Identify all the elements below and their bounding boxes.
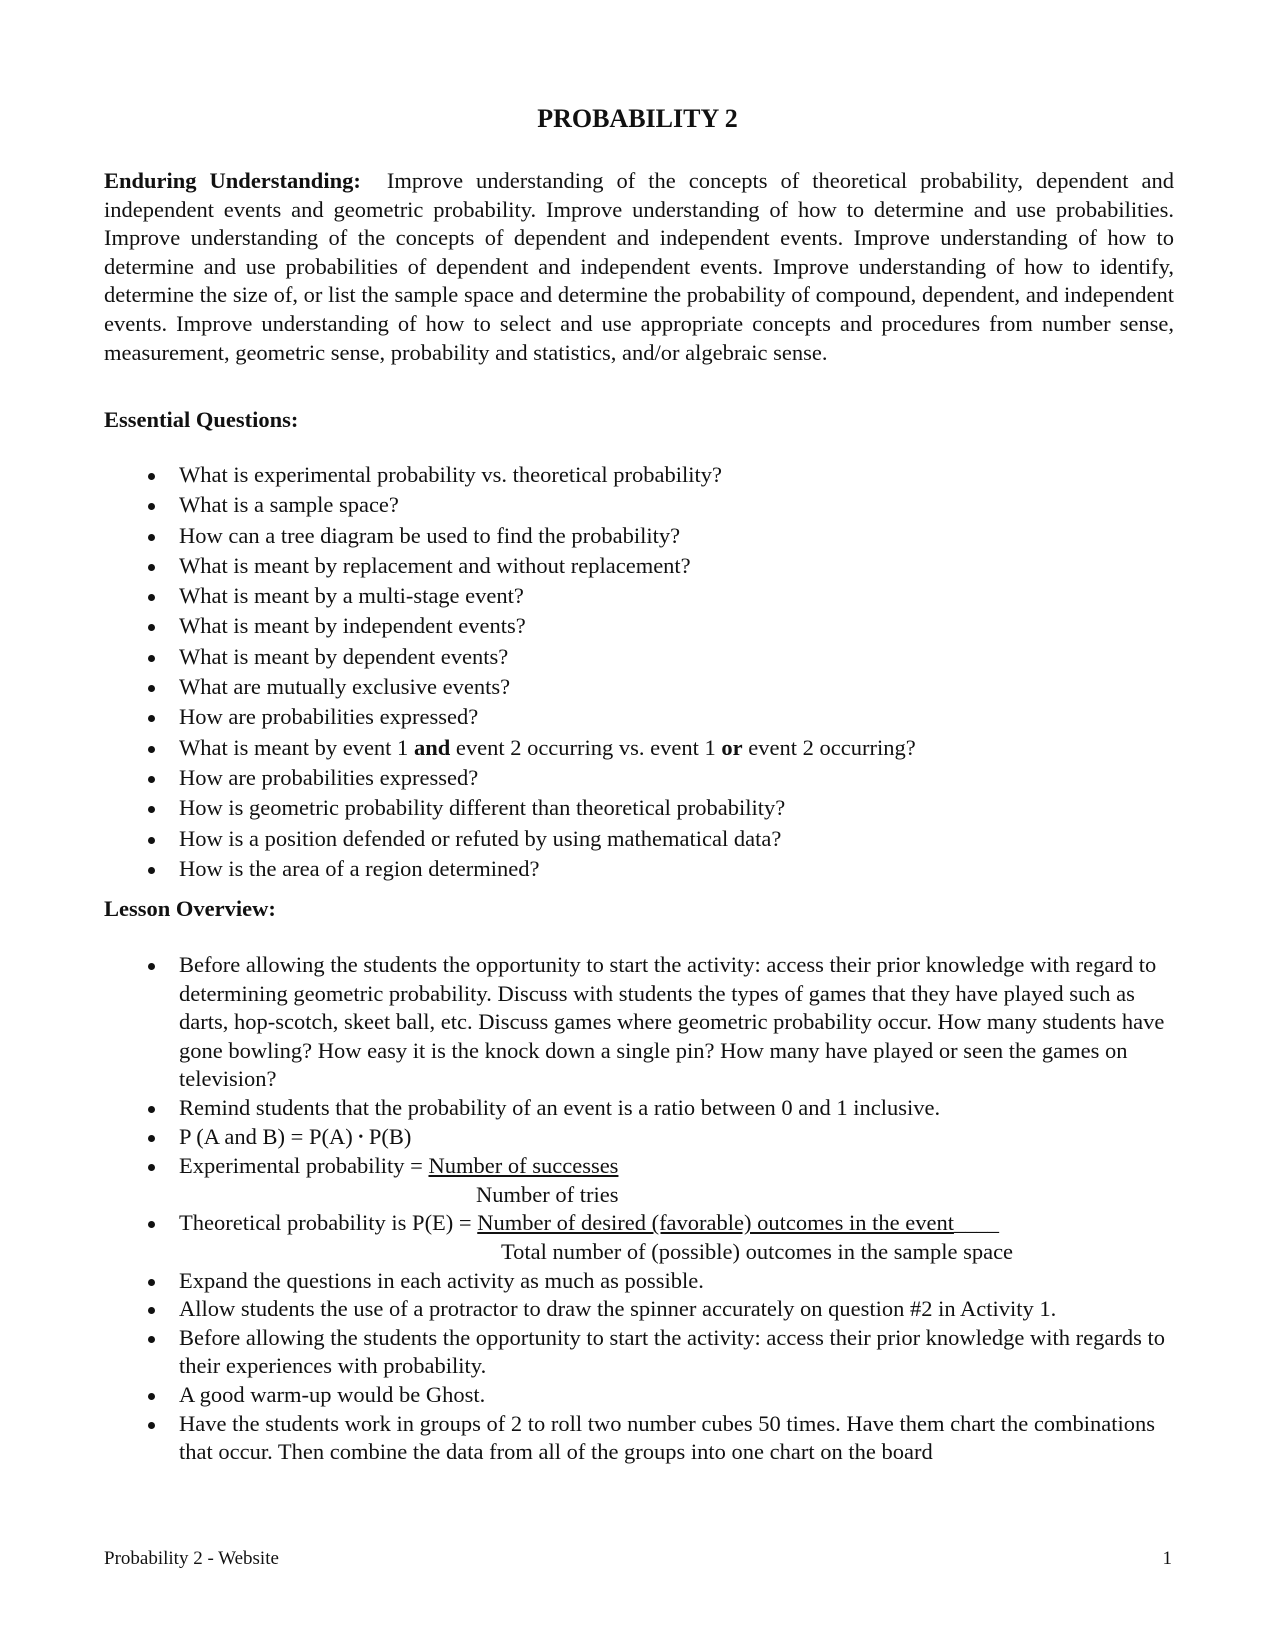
bullet-icon: [148, 1164, 155, 1171]
page-number: 1: [1162, 1548, 1172, 1569]
bullet-icon: [148, 867, 155, 874]
bullet-icon: [148, 1336, 155, 1343]
page-title: PROBABILITY 2: [537, 104, 738, 133]
enduring-understanding-paragraph: [104, 167, 1174, 367]
footer-left: Probability 2 - Website: [104, 1548, 279, 1569]
list-item: What is meant by replacement and without replacement?: [104, 552, 1179, 582]
bullet-icon: [148, 1106, 155, 1113]
list-item: A good warm-up would be Ghost.: [104, 1381, 1179, 1410]
list-item: How is the area of a region determined?: [104, 855, 1179, 885]
bullet-icon: [148, 1307, 155, 1314]
enduring-understanding-label: Enduring Understanding:: [104, 168, 361, 193]
experimental-probability-item: Experimental probability = Number of successes Number of tries: [104, 1152, 1179, 1209]
list-item: What is a sample space?: [104, 491, 1179, 521]
bullet-icon: [148, 655, 155, 662]
bullet-icon: [148, 806, 155, 813]
list-item: What are mutually exclusive events?: [104, 673, 1179, 703]
bullet-icon: [148, 1422, 155, 1429]
bullet-icon: [148, 624, 155, 631]
bullet-icon: [148, 564, 155, 571]
list-item: What is meant by a multi-stage event?: [104, 582, 1179, 612]
list-item: Before allowing the students the opportunity to start the activity: access their prior knowledge with regard to determining geometric probability. Discuss with students the types of games that they have played such as darts, hop-scotch, skeet ball, etc. Discuss games where geometric probability occur. How many students have gone bowling? How easy it is the knock down a single pin? How many have played or seen the games on television?: [104, 951, 1179, 1094]
bullet-icon: [148, 594, 155, 601]
bullet-icon: [148, 715, 155, 722]
theoretical-probability-item: Theoretical probability is P(E) = Number of desired (favorable) outcomes in the event____ Total number of (possible) outcomes in the sample space: [104, 1209, 1179, 1266]
bullet-icon: [148, 473, 155, 480]
list-item: How can a tree diagram be used to find the probability?: [104, 522, 1179, 552]
list-item: Have the students work in groups of 2 to roll two number cubes 50 times. Have them chart the combinations that occur. Then combine the data from all of the groups into one chart on the board: [104, 1410, 1179, 1467]
list-item: P (A and B) = P(A) • P(B): [104, 1123, 1179, 1153]
list-item: Before allowing the students the opportunity to start the activity: access their prior knowledge with regards to their experiences with probability.: [104, 1324, 1179, 1381]
essential-questions-list: [104, 461, 1179, 885]
bullet-icon: [148, 963, 155, 970]
bullet-icon: [148, 776, 155, 783]
lesson-overview-list: [104, 951, 1179, 1467]
bullet-icon: [148, 837, 155, 844]
fraction-numerator: Number of desired (favorable) outcomes in the event: [477, 1210, 954, 1236]
list-item: What is meant by event 1 and event 2 occurring vs. event 1 or event 2 occurring?: [104, 734, 1179, 764]
fraction-numerator: Number of successes: [428, 1153, 619, 1179]
fraction-denominator: Number of tries: [476, 1181, 619, 1207]
bullet-icon: [148, 1221, 155, 1228]
list-item: How is geometric probability different than theoretical probability?: [104, 794, 1179, 824]
list-item: How is a position defended or refuted by using mathematical data?: [104, 825, 1179, 855]
lesson-overview-heading: Lesson Overview:: [104, 896, 276, 921]
bullet-icon: [148, 1135, 155, 1142]
list-item: What is experimental probability vs. theoretical probability?: [104, 461, 1179, 491]
bullet-icon: [148, 746, 155, 753]
list-item: How are probabilities expressed?: [104, 703, 1179, 733]
list-item: What is meant by independent events?: [104, 612, 1179, 642]
bullet-icon: [148, 534, 155, 541]
bullet-icon: [148, 503, 155, 510]
list-item: What is meant by dependent events?: [104, 643, 1179, 673]
essential-questions-heading: Essential Questions:: [104, 407, 299, 432]
bullet-icon: [148, 1393, 155, 1400]
fraction-denominator: Total number of (possible) outcomes in the sample space: [501, 1238, 1014, 1264]
list-item: Allow students the use of a protractor to draw the spinner accurately on question #2 in Activity 1.: [104, 1295, 1179, 1324]
list-item: Expand the questions in each activity as much as possible.: [104, 1267, 1179, 1296]
enduring-understanding-text: Improve understanding of the concepts of theoretical probability, dependent and independent events and geometric probability. Improve understanding of how to determine and use probabilities. Improve understanding of the concepts of dependent and independent events. Improve understanding of how to determine and use probabilities of dependent and independent events. Improve understanding of how to identify, determine the size of, or list the sample space and determine the probability of compound, dependent, and independent events. Improve understanding of how to select and use appropriate concepts and procedures from number sense, measurement, geometric sense, probability and statistics, and/or algebraic sense.: [104, 168, 1174, 365]
bullet-icon: [148, 1279, 155, 1286]
bullet-icon: [148, 685, 155, 692]
list-item: How are probabilities expressed?: [104, 764, 1179, 794]
list-item: Remind students that the probability of an event is a ratio between 0 and 1 inclusive.: [104, 1094, 1179, 1123]
